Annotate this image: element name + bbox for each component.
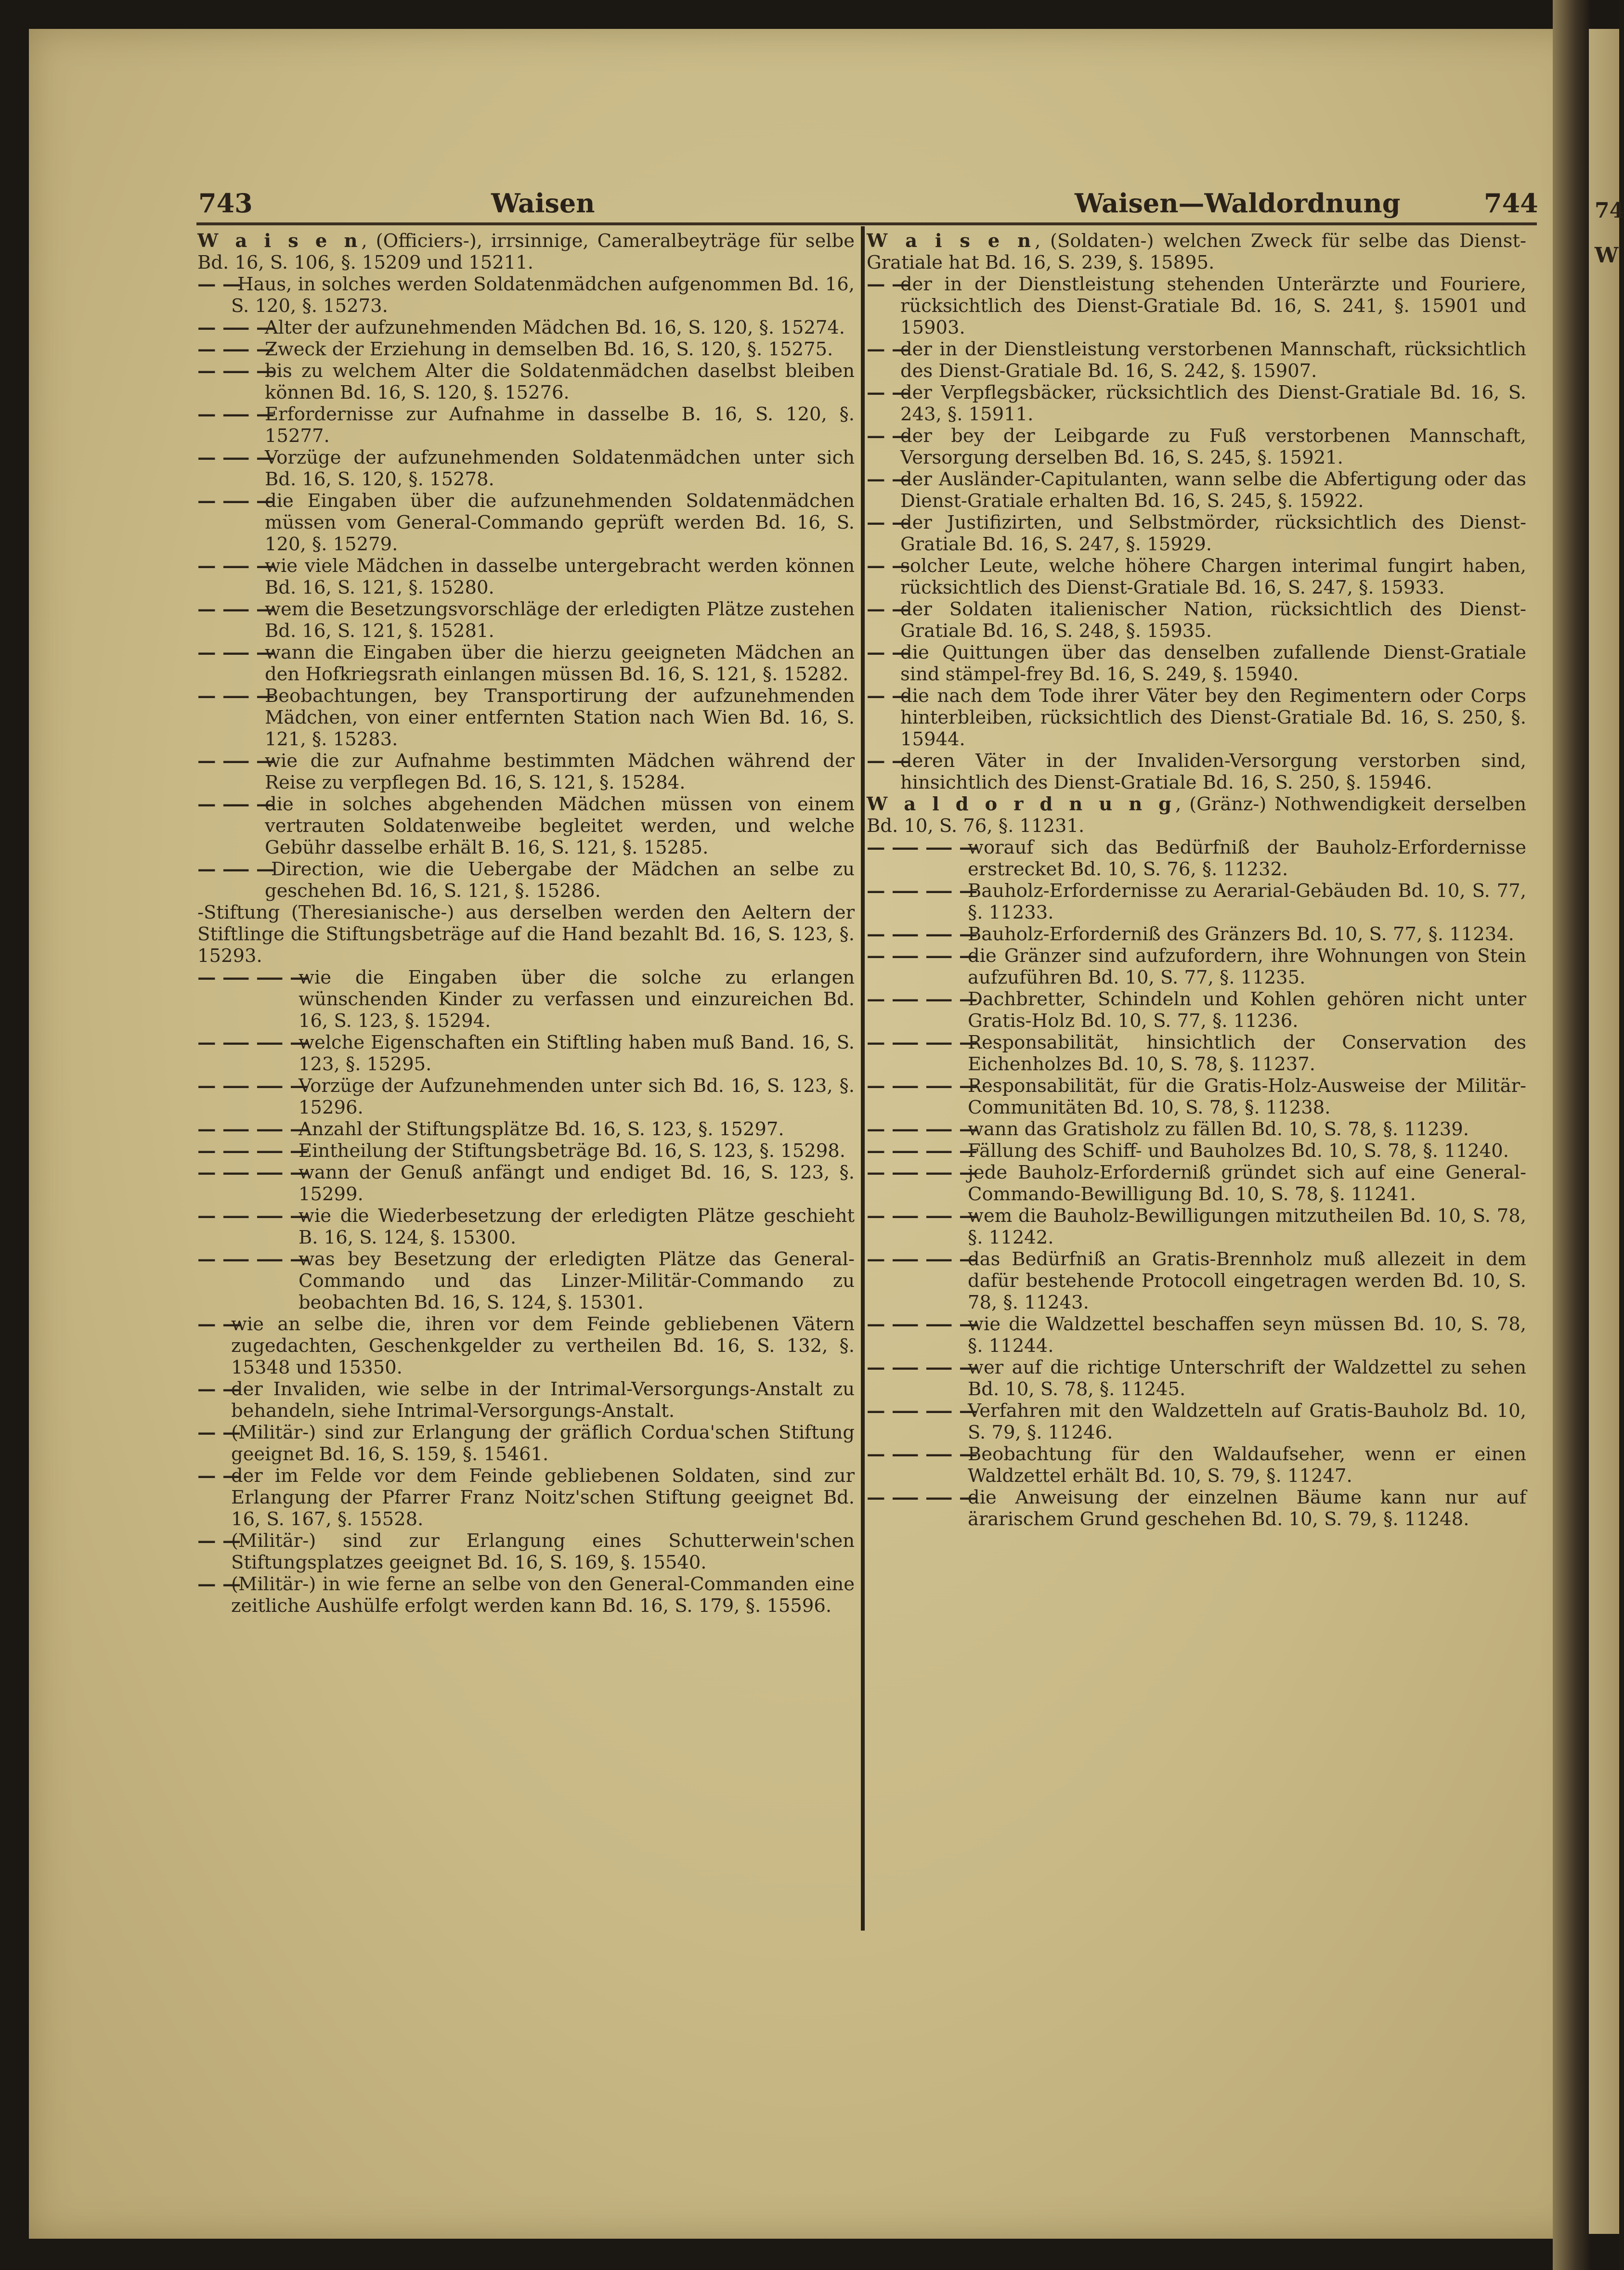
repeat-dash: — — bbox=[867, 1075, 910, 1097]
entry-text: das Bedürfniß an Gratis-Brennholz muß allezeit in dem dafür bestehende Protocoll eingetragen werden Bd. 10, S. 78, §. 11243. bbox=[968, 1248, 1526, 1313]
index-entry bbox=[867, 382, 1526, 425]
repeat-dash: — — bbox=[197, 1573, 241, 1595]
entry-text: was bey Besetzung der erledigten Plätze das General-Commando und das Linzer-Militär-Commando zu beobachten Bd. 16, S. 124, §. 15301. bbox=[299, 1248, 855, 1313]
entry-text: Responsabilität, hinsichtlich der Conservation des Eichenholzes Bd. 10, S. 78, §. 11237. bbox=[968, 1032, 1526, 1075]
index-entry bbox=[867, 338, 1526, 382]
index-entry bbox=[197, 1075, 855, 1118]
repeat-dash: — — bbox=[197, 642, 241, 663]
entry-text: der Invaliden, wie selbe in der Intrimal-Versorgungs-Anstalt zu behandeln, siehe Intrimal-Versorgungs-Anstalt. bbox=[231, 1378, 855, 1422]
repeat-dash: — — bbox=[231, 858, 275, 880]
entry-text: die Gränzer sind aufzufordern, ihre Wohnungen von Stein aufzuführen Bd. 10, S. 77, §. 11235. bbox=[968, 945, 1526, 988]
right-page-number: 744 bbox=[1484, 188, 1538, 219]
repeat-dash: — — bbox=[231, 338, 275, 360]
index-entry bbox=[197, 598, 855, 642]
entry-text: , (Soldaten-) welchen Zweck für selbe das Dienst-Gratiale hat Bd. 16, S. 239, §. 15895. bbox=[867, 230, 1526, 273]
repeat-dash: — — bbox=[934, 1075, 978, 1097]
repeat-dash: — — bbox=[867, 1162, 910, 1183]
repeat-dash: — — bbox=[231, 1118, 275, 1140]
repeat-dash: — — bbox=[867, 923, 910, 945]
index-keyword: W a l d o r d n u n g bbox=[867, 793, 1176, 815]
index-entry bbox=[867, 1205, 1526, 1248]
repeat-dash: — — bbox=[197, 447, 241, 468]
index-entry bbox=[197, 1573, 855, 1617]
repeat-dash: — — bbox=[197, 338, 241, 360]
right-running-title: Waisen—Waldordnung bbox=[1075, 188, 1401, 219]
index-entry bbox=[867, 1487, 1526, 1530]
repeat-dash: — — bbox=[197, 403, 241, 425]
repeat-dash: — — bbox=[265, 1075, 309, 1097]
repeat-dash: — — bbox=[231, 685, 275, 707]
repeat-dash: — — bbox=[867, 555, 910, 577]
index-entry bbox=[867, 837, 1526, 880]
repeat-dash: — — bbox=[231, 360, 275, 382]
index-column-left bbox=[197, 230, 855, 1617]
repeat-dash: — — bbox=[900, 1313, 944, 1335]
repeat-dash: — — bbox=[934, 945, 978, 967]
repeat-dash: — — bbox=[265, 1032, 309, 1053]
index-entry bbox=[197, 1530, 855, 1573]
repeat-dash: — — bbox=[867, 382, 910, 403]
index-entry bbox=[867, 945, 1526, 988]
repeat-dash: — — bbox=[197, 1205, 241, 1227]
index-entry bbox=[197, 338, 855, 360]
repeat-dash: — — bbox=[900, 1205, 944, 1227]
repeat-dash: — — bbox=[231, 1162, 275, 1183]
repeat-dash: — — bbox=[265, 1140, 309, 1162]
repeat-dash: — — bbox=[197, 1032, 241, 1053]
entry-text: Erfordernisse zur Aufnahme in dasselbe B. 16, S. 120, §. 15277. bbox=[265, 403, 855, 447]
repeat-dash: — — bbox=[867, 1357, 910, 1378]
index-entry bbox=[197, 902, 855, 967]
repeat-dash: — — bbox=[197, 360, 241, 382]
repeat-dash: — — bbox=[867, 837, 910, 858]
repeat-dash: — — bbox=[231, 642, 275, 663]
entry-text: Zweck der Erziehung in demselben Bd. 16, S. 120, §. 15275. bbox=[265, 338, 833, 360]
repeat-dash: — — bbox=[900, 1032, 944, 1053]
entry-text: Bauholz-Erfordernisse zu Aerarial-Gebäuden Bd. 10, S. 77, §. 11233. bbox=[968, 880, 1526, 923]
index-entry bbox=[867, 1140, 1526, 1162]
repeat-dash: — — bbox=[197, 1248, 241, 1270]
repeat-dash: — — bbox=[197, 1378, 241, 1400]
entry-text: die Anweisung der einzelnen Bäume kann nur auf ärarischem Grund geschehen Bd. 10, S. 79, §. 11248. bbox=[968, 1487, 1526, 1530]
repeat-dash: — — bbox=[867, 1313, 910, 1335]
entry-text: Alter der aufzunehmenden Mädchen Bd. 16, S. 120, §. 15274. bbox=[265, 317, 845, 338]
repeat-dash: — — bbox=[867, 338, 910, 360]
left-running-title: Waisen bbox=[491, 188, 595, 219]
repeat-dash: — — bbox=[934, 880, 978, 902]
index-entry bbox=[867, 750, 1526, 793]
index-keyword: W a i s e n bbox=[867, 230, 1035, 252]
repeat-dash: — — bbox=[900, 1487, 944, 1508]
left-page-number: 743 bbox=[198, 188, 253, 219]
repeat-dash: — — bbox=[867, 988, 910, 1010]
repeat-dash: — — bbox=[934, 1205, 978, 1227]
entry-text: wann der Genuß anfängt und endiget Bd. 16, S. 123, §. 15299. bbox=[299, 1162, 855, 1205]
repeat-dash: — — bbox=[934, 923, 978, 945]
next-page-fragment-letter: W bbox=[1595, 243, 1619, 268]
index-entry bbox=[197, 273, 855, 317]
entry-text: der im Felde vor dem Feinde gebliebenen Soldaten, sind zur Erlangung der Pfarrer Franz Noitz'schen Stiftung geeignet Bd. 16, S. 167, §. 15528. bbox=[231, 1465, 855, 1530]
entry-text: wie die Wiederbesetzung der erledigten Plätze geschieht B. 16, S. 124, §. 15300. bbox=[299, 1205, 855, 1248]
repeat-dash: — — bbox=[867, 1032, 910, 1053]
entry-text: Beobachtung für den Waldaufseher, wenn er einen Waldzettel erhält Bd. 10, S. 79, §. 11247. bbox=[968, 1443, 1526, 1487]
index-entry bbox=[867, 642, 1526, 685]
repeat-dash: — — bbox=[934, 1443, 978, 1465]
entry-text: die Quittungen über das denselben zufallende Dienst-Gratiale sind stämpel-frey Bd. 16, S. 249, §. 15940. bbox=[900, 642, 1526, 685]
index-entry bbox=[197, 1032, 855, 1075]
repeat-dash: — — bbox=[231, 1140, 275, 1162]
repeat-dash: — — bbox=[867, 425, 910, 447]
index-column-right bbox=[867, 230, 1526, 1530]
repeat-dash: — — bbox=[867, 750, 910, 772]
index-entry bbox=[867, 1443, 1526, 1487]
entry-text: Verfahren mit den Waldzetteln auf Gratis-Bauholz Bd. 10, S. 79, §. 11246. bbox=[968, 1400, 1526, 1443]
index-entry bbox=[867, 1032, 1526, 1075]
repeat-dash: — — bbox=[934, 1140, 978, 1162]
index-entry bbox=[867, 555, 1526, 598]
repeat-dash: — — bbox=[197, 598, 241, 620]
index-entry bbox=[867, 1313, 1526, 1357]
entry-text: die Eingaben über die aufzunehmenden Soldatenmädchen müssen vom General-Commando geprüft werden Bd. 16, S. 120, §. 15279. bbox=[265, 490, 855, 555]
repeat-dash: — — bbox=[231, 1205, 275, 1227]
index-keyword: W a i s e n bbox=[197, 230, 362, 252]
repeat-dash: — — bbox=[197, 750, 241, 772]
index-entry bbox=[867, 230, 1526, 273]
entry-text: der Justifizirten, und Selbstmörder, rücksichtlich des Dienst-Gratiale Bd. 16, S. 247, §. 15929. bbox=[900, 512, 1526, 555]
entry-text: wie an selbe die, ihren vor dem Feinde gebliebenen Vätern zugedachten, Geschenkgelder zu vertheilen Bd. 16, S. 132, §. 15348 und 15350. bbox=[231, 1313, 855, 1378]
entry-text: wem die Besetzungsvorschläge der erledigten Plätze zustehen Bd. 16, S. 121, §. 15281. bbox=[265, 598, 855, 642]
index-entry bbox=[197, 360, 855, 403]
repeat-dash: — — bbox=[197, 490, 241, 512]
index-entry bbox=[867, 1162, 1526, 1205]
entry-text: der in der Dienstleistung stehenden Unterärzte und Fouriere, rücksichtlich des Dienst-Gratiale Bd. 16, S. 241, §. 15901 und 15903. bbox=[900, 273, 1526, 338]
repeat-dash: — — bbox=[867, 1118, 910, 1140]
entry-text: worauf sich das Bedürfniß der Bauholz-Erfordernisse erstrecket Bd. 10, S. 76, §. 11232. bbox=[968, 837, 1526, 880]
repeat-dash: — — bbox=[867, 468, 910, 490]
index-entry bbox=[867, 685, 1526, 750]
index-entry bbox=[197, 685, 855, 750]
repeat-dash: — — bbox=[934, 1032, 978, 1053]
repeat-dash: — — bbox=[197, 1313, 241, 1335]
next-page-edge bbox=[1589, 29, 1619, 2234]
repeat-dash: — — bbox=[934, 1487, 978, 1508]
repeat-dash: — — bbox=[231, 1248, 275, 1270]
repeat-dash: — — bbox=[934, 1313, 978, 1335]
entry-text: , (Officiers-), irrsinnige, Cameralbeyträge für selbe Bd. 16, S. 106, §. 15209 und 15211. bbox=[197, 230, 855, 273]
entry-text: -Haus, in solches werden Soldatenmädchen aufgenommen Bd. 16, S. 120, §. 15273. bbox=[231, 273, 855, 317]
repeat-dash: — — bbox=[231, 1075, 275, 1097]
index-entry bbox=[197, 490, 855, 555]
repeat-dash: — — bbox=[231, 1032, 275, 1053]
repeat-dash: — — bbox=[231, 490, 275, 512]
repeat-dash: — — bbox=[867, 1443, 910, 1465]
entry-text: der bey der Leibgarde zu Fuß verstorbenen Mannschaft, Versorgung derselben Bd. 16, S. 245, §. 15921. bbox=[900, 425, 1526, 468]
next-page-fragment-number: 74 bbox=[1595, 198, 1624, 223]
index-entry bbox=[197, 967, 855, 1032]
column-divider bbox=[861, 226, 865, 1931]
index-entry bbox=[867, 880, 1526, 923]
entry-text: solcher Leute, welche höhere Chargen interimal fungirt haben, rücksichtlich des Dienst-Gratiale Bd. 16, S. 247, §. 15933. bbox=[900, 555, 1526, 598]
repeat-dash: — — bbox=[231, 967, 275, 988]
repeat-dash: — — bbox=[265, 1162, 309, 1183]
entry-text: wann das Gratisholz zu fällen Bd. 10, S. 78, §. 11239. bbox=[968, 1118, 1469, 1140]
repeat-dash: — — bbox=[231, 317, 275, 338]
repeat-dash: — — bbox=[900, 1443, 944, 1465]
repeat-dash: — — bbox=[197, 1162, 241, 1183]
repeat-dash: — — bbox=[231, 403, 275, 425]
index-entry bbox=[867, 425, 1526, 468]
entry-text: der in der Dienstleistung verstorbenen Mannschaft, rücksichtlich des Dienst-Gratiale Bd. 16, S. 242, §. 15907. bbox=[900, 338, 1526, 382]
index-entry bbox=[867, 988, 1526, 1032]
entry-text: Responsabilität, für die Gratis-Holz-Ausweise der Militär-Communitäten Bd. 10, S. 78, §. 11238. bbox=[968, 1075, 1526, 1118]
repeat-dash: — — bbox=[265, 967, 309, 988]
book-gutter bbox=[1553, 0, 1591, 2270]
repeat-dash: — — bbox=[197, 1075, 241, 1097]
index-entry bbox=[867, 793, 1526, 837]
entry-text: (Militär-) sind zur Erlangung eines Schutterwein'schen Stiftungsplatzes geeignet Bd. 16, S. 169, §. 15540. bbox=[231, 1530, 855, 1573]
index-entry bbox=[867, 1400, 1526, 1443]
entry-text: Anzahl der Stiftungsplätze Bd. 16, S. 123, §. 15297. bbox=[299, 1118, 784, 1140]
repeat-dash: — — bbox=[867, 512, 910, 533]
repeat-dash: — — bbox=[265, 1205, 309, 1227]
repeat-dash: — — bbox=[900, 1400, 944, 1422]
repeat-dash: — — bbox=[900, 1162, 944, 1183]
repeat-dash: — — bbox=[934, 1162, 978, 1183]
index-entry bbox=[197, 793, 855, 858]
repeat-dash: — — bbox=[900, 1140, 944, 1162]
entry-text: -Stiftung (Theresianische-) aus derselben werden den Aeltern der Stiftlinge die Stiftungsbeträge auf die Hand bezahlt Bd. 16, S. 123, §. 15293. bbox=[197, 902, 855, 967]
index-entry bbox=[197, 555, 855, 598]
index-entry bbox=[867, 1357, 1526, 1400]
entry-text: der Verpflegsbäcker, rücksichtlich des Dienst-Gratiale Bd. 16, S. 243, §. 15911. bbox=[900, 382, 1526, 425]
index-entry bbox=[197, 447, 855, 490]
entry-text: (Militär-) sind zur Erlangung der gräflich Cordua'schen Stiftung geeignet Bd. 16, S. 159, §. 15461. bbox=[231, 1422, 855, 1465]
entry-text: Vorzüge der Aufzunehmenden unter sich Bd. 16, S. 123, §. 15296. bbox=[299, 1075, 855, 1118]
index-entry bbox=[867, 512, 1526, 555]
index-entry bbox=[197, 1205, 855, 1248]
entry-text: die nach dem Tode ihrer Väter bey den Regimentern oder Corps hinterbleiben, rücksichtlich des Dienst-Gratiale Bd. 16, S. 250, §. 15944. bbox=[900, 685, 1526, 750]
index-entry bbox=[197, 403, 855, 447]
repeat-dash: — — bbox=[900, 1075, 944, 1097]
entry-text: Beobachtungen, bey Transportirung der aufzunehmenden Mädchen, von einer entfernten Station nach Wien Bd. 16, S. 121, §. 15283. bbox=[265, 685, 855, 750]
entry-text: Bauholz-Erforderniß des Gränzers Bd. 10, S. 77, §. 11234. bbox=[968, 923, 1514, 945]
repeat-dash: — — bbox=[197, 1422, 241, 1443]
repeat-dash: — — bbox=[867, 273, 910, 295]
index-entry bbox=[197, 1248, 855, 1313]
entry-text: die in solches abgehenden Mädchen müssen von einem vertrauten Soldatenweibe begleitet werden, und welche Gebühr dasselbe erhält B. 16, S. 121, §. 15285. bbox=[265, 793, 855, 858]
entry-text: Vorzüge der aufzunehmenden Soldatenmädchen unter sich Bd. 16, S. 120, §. 15278. bbox=[265, 447, 855, 490]
repeat-dash: — — bbox=[231, 750, 275, 772]
entry-text: (Militär-) in wie ferne an selbe von den General-Commanden eine zeitliche Aushülfe erfolgt werden kann Bd. 16, S. 179, §. 15596. bbox=[231, 1573, 855, 1617]
entry-text: Fällung des Schiff- und Bauholzes Bd. 10, S. 78, §. 11240. bbox=[968, 1140, 1509, 1162]
repeat-dash: — — bbox=[900, 837, 944, 858]
repeat-dash: — — bbox=[900, 988, 944, 1010]
index-entry bbox=[197, 1378, 855, 1422]
entry-text: deren Väter in der Invaliden-Versorgung verstorben sind, hinsichtlich des Dienst-Gratiale Bd. 16, S. 250, §. 15946. bbox=[900, 750, 1526, 793]
entry-text: Dachbretter, Schindeln und Kohlen gehören nicht unter Gratis-Holz Bd. 10, S. 77, §. 11236. bbox=[968, 988, 1526, 1032]
index-entry bbox=[197, 230, 855, 273]
entry-text: wie die Waldzettel beschaffen seyn müssen Bd. 10, S. 78, §. 11244. bbox=[968, 1313, 1526, 1357]
repeat-dash: — — bbox=[867, 880, 910, 902]
entry-text: jede Bauholz-Erforderniß gründet sich auf eine General-Commando-Bewilligung Bd. 10, S. 78, §. 11241. bbox=[968, 1162, 1526, 1205]
index-entry bbox=[197, 1422, 855, 1465]
repeat-dash: — — bbox=[934, 988, 978, 1010]
repeat-dash: — — bbox=[867, 1400, 910, 1422]
index-entry bbox=[867, 273, 1526, 338]
index-entry bbox=[867, 598, 1526, 642]
entry-text: wie die Eingaben über die solche zu erlangen wünschenden Kinder zu verfassen und einzureichen Bd. 16, S. 123, §. 15294. bbox=[299, 967, 855, 1032]
repeat-dash: — — bbox=[197, 1140, 241, 1162]
entry-text: der Soldaten italienischer Nation, rücksichtlich des Dienst-Gratiale Bd. 16, S. 248, §. 15935. bbox=[900, 598, 1526, 642]
entry-text: wem die Bauholz-Bewilligungen mitzutheilen Bd. 10, S. 78, §. 11242. bbox=[968, 1205, 1526, 1248]
index-entry bbox=[867, 1248, 1526, 1313]
repeat-dash: — — bbox=[197, 273, 241, 295]
index-entry bbox=[197, 1118, 855, 1140]
entry-text: wie viele Mädchen in dasselbe untergebracht werden können Bd. 16, S. 121, §. 15280. bbox=[265, 555, 855, 598]
repeat-dash: — — bbox=[197, 317, 241, 338]
repeat-dash: — — bbox=[265, 1118, 309, 1140]
repeat-dash: — — bbox=[197, 793, 241, 815]
repeat-dash: — — bbox=[900, 1248, 944, 1270]
entry-text: wie die zur Aufnahme bestimmten Mädchen während der Reise zu verpflegen Bd. 16, S. 121, §. 15284. bbox=[265, 750, 855, 793]
repeat-dash: — — bbox=[197, 858, 241, 880]
repeat-dash: — — bbox=[934, 1248, 978, 1270]
index-entry bbox=[197, 1465, 855, 1530]
repeat-dash: — — bbox=[934, 1118, 978, 1140]
entry-text: welche Eigenschaften ein Stiftling haben muß Band. 16, S. 123, §. 15295. bbox=[299, 1032, 855, 1075]
entry-text: bis zu welchem Alter die Soldatenmädchen daselbst bleiben können Bd. 16, S. 120, §. 15276. bbox=[265, 360, 855, 403]
repeat-dash: — — bbox=[867, 945, 910, 967]
index-entry bbox=[867, 1118, 1526, 1140]
index-entry bbox=[867, 1075, 1526, 1118]
entry-text: wer auf die richtige Unterschrift der Waldzettel zu sehen Bd. 10, S. 78, §. 11245. bbox=[968, 1357, 1526, 1400]
repeat-dash: — — bbox=[867, 598, 910, 620]
repeat-dash: — — bbox=[900, 1118, 944, 1140]
repeat-dash: — — bbox=[197, 1530, 241, 1552]
index-entry bbox=[197, 1162, 855, 1205]
repeat-dash: — — bbox=[900, 945, 944, 967]
entry-text: -Direction, wie die Uebergabe der Mädchen an selbe zu geschehen Bd. 16, S. 121, §. 15286. bbox=[265, 858, 855, 902]
repeat-dash: — — bbox=[197, 1465, 241, 1487]
repeat-dash: — — bbox=[934, 1400, 978, 1422]
repeat-dash: — — bbox=[867, 1248, 910, 1270]
repeat-dash: — — bbox=[197, 685, 241, 707]
repeat-dash: — — bbox=[900, 923, 944, 945]
index-entry bbox=[867, 468, 1526, 512]
repeat-dash: — — bbox=[934, 1357, 978, 1378]
entry-text: , (Gränz-) Nothwendigkeit derselben Bd. 10, S. 76, §. 11231. bbox=[867, 793, 1526, 837]
repeat-dash: — — bbox=[265, 1248, 309, 1270]
repeat-dash: — — bbox=[934, 837, 978, 858]
index-entry bbox=[197, 1140, 855, 1162]
entry-text: der Ausländer-Capitulanten, wann selbe die Abfertigung oder das Dienst-Gratiale erhalten Bd. 16, S. 245, §. 15922. bbox=[900, 468, 1526, 512]
index-entry bbox=[197, 750, 855, 793]
header-rule bbox=[196, 222, 1537, 225]
index-entry bbox=[197, 317, 855, 338]
repeat-dash: — — bbox=[231, 598, 275, 620]
repeat-dash: — — bbox=[197, 967, 241, 988]
entry-text: wann die Eingaben über die hierzu geeigneten Mädchen an den Hofkriegsrath einlangen müssen Bd. 16, S. 121, §. 15282. bbox=[265, 642, 855, 685]
repeat-dash: — — bbox=[867, 1487, 910, 1508]
index-entry bbox=[867, 923, 1526, 945]
repeat-dash: — — bbox=[867, 685, 910, 707]
repeat-dash: — — bbox=[900, 880, 944, 902]
repeat-dash: — — bbox=[867, 1140, 910, 1162]
index-entry bbox=[197, 642, 855, 685]
repeat-dash: — — bbox=[197, 1118, 241, 1140]
repeat-dash: — — bbox=[197, 555, 241, 577]
repeat-dash: — — bbox=[231, 555, 275, 577]
index-entry bbox=[197, 1313, 855, 1378]
index-entry bbox=[197, 858, 855, 902]
repeat-dash: — — bbox=[231, 793, 275, 815]
repeat-dash: — — bbox=[867, 1205, 910, 1227]
entry-text: Eintheilung der Stiftungsbeträge Bd. 16, S. 123, §. 15298. bbox=[299, 1140, 845, 1162]
repeat-dash: — — bbox=[900, 1357, 944, 1378]
repeat-dash: — — bbox=[867, 642, 910, 663]
repeat-dash: — — bbox=[231, 447, 275, 468]
